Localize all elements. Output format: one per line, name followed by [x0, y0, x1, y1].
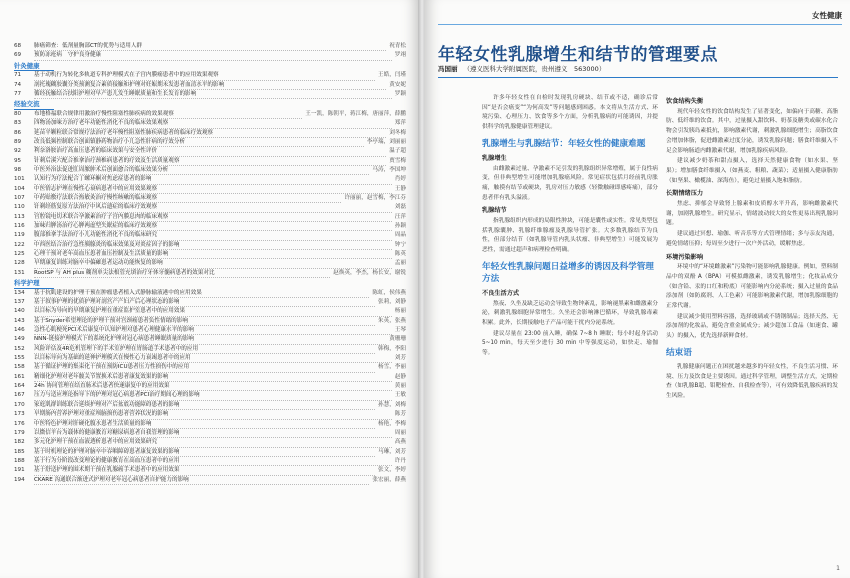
toc-entry-author: 王琴: [394, 327, 406, 334]
toc-entry: [14, 259, 406, 268]
toc-entry-title: 布地格福联合规律用激治疗慢性阻塞性肺疾病的效果观察: [34, 110, 302, 119]
toc-page-number: 143: [14, 317, 25, 324]
toc-entry: [14, 138, 406, 147]
toc-page-number: 176: [14, 420, 25, 427]
toc-entry-title: 急性心肌梗死PCI术后康复中认知护理对患者心理健康水平的影响: [34, 326, 392, 335]
toc-page-number: 155: [14, 355, 25, 362]
toc-entry-title: 中医外治法促进肛周脓肿术后创面愈合的临床效果分析: [34, 166, 369, 175]
toc-entry-author: 孙颖: [394, 223, 406, 230]
paragraph: 由雌激素过量、孕激素不足引发的乳腺组织异常增殖，属于良性病变，但非典型增生可能增加乳腺癌风险。常见症状包括月经前乳房胀痛，触摸有结节或硬块，乳房对压力敏感（轻微触碰即感疼痛），部分患者伴有乳头溢液。: [482, 165, 658, 201]
toc-page-number: 191: [14, 467, 25, 474]
page-number: 1: [836, 565, 840, 572]
toc-page-number: 170: [14, 401, 25, 408]
toc-entry-title: 心理干预对老年高血压患者血压控制及生活质量的影响: [34, 250, 392, 259]
paragraph: 建议减少奶茶和甜点摄入，选择天然健康食物（如水果、坚果）；增加膳食纤维摄入（如燕麦、粗粮、蔬菜）；适量摄入健康脂肪（如坚果、橄榄油、深海鱼），避免过量摄入饱和脂肪。: [666, 158, 838, 184]
toc-entry: [14, 213, 406, 222]
toc-entry-title: CKARE 沟通联合渐进式护理对老年冠心病患者自护能力的影响: [34, 476, 369, 485]
toc-page-number: 167: [14, 392, 25, 399]
toc-entry-author: 王一凯，陈朝平，蒋江梅，唐丽萍，薛鹏: [305, 110, 406, 117]
subheading: 乳腺增生: [482, 154, 507, 162]
toc-page-number: 140: [14, 308, 25, 315]
section-tag: 女性健康: [812, 11, 842, 20]
subheading: 长期情绪压力: [666, 190, 704, 198]
paragraph: 环境中的“环境雌激素”污染物可能影响乳腺健康。例如，塑料制品中的双酚 A（BPA）可模拟雌激素，诱发乳腺增生；化妆品成分（如含铅、汞的口红和粉底）可能影响内分泌系统；摄入过量的食品添加剂（如防腐剂、人工色素）可能影响激素代谢，增加乳腺细胞的正常代谢。: [666, 264, 838, 310]
toc-page-number: 152: [14, 345, 25, 352]
subheading: 饮食结构失衡: [666, 98, 704, 105]
toc-page-number: 83: [14, 120, 22, 127]
toc-entry: [14, 81, 406, 90]
toc-entry-title: 基于时机理论的护理对脑卒中吞咽障碍患者康复效果的影响: [34, 448, 375, 457]
toc-entry-title: 基于叙事护理的优质护理对剖宫产产妇产后心理状态的影响: [34, 298, 375, 307]
toc-page-number: 173: [14, 411, 25, 418]
toc-entry-author: 陈芳: [394, 411, 406, 418]
toc-entry-author: 陈英: [394, 251, 406, 258]
toc-page-number: 182: [14, 439, 25, 446]
toc-entry: [14, 373, 406, 382]
toc-entry: [14, 354, 406, 363]
toc-entry-title: 24h 协同管理在结直肠术后患者快速康复中的应用效果: [34, 382, 392, 391]
toc-page-number: 95: [14, 157, 22, 164]
author-name: 冯国丽: [438, 65, 458, 73]
toc-entry: [14, 42, 406, 51]
toc-entry-author: 朱英，张燕: [378, 317, 406, 324]
toc-entry: [14, 166, 406, 175]
toc-entry-title: 基于舒适护理的围术期干预在乳腺癌手术患者中的应用效果: [34, 466, 375, 475]
toc-entry-author: 刘冬梅: [389, 129, 406, 136]
toc-entry: [14, 110, 406, 119]
toc-entry: [14, 363, 406, 372]
paragraph: 乳腺健康问题正在困扰越来越多的年轻女性，不良生活习惯、环境、压力及饮食是主要诱因。通过科学管理，调整生活方式，定期检查（如乳腺B超、钼靶检查、自我检查等），可有效降低乳腺疾病的发生风险。: [666, 363, 838, 399]
author-affiliation: （遵义医科大学附属医院，贵州遵义 563000）: [463, 65, 606, 73]
toc-entry-author: 孙慧，刘梅: [378, 401, 406, 408]
section-heading: 乳腺增生与乳腺结节：年轻女性的健康难题: [482, 138, 646, 149]
toc-entry-author: 杨丽: [394, 308, 406, 315]
toc-entry-title: 腹部推拿手法治疗小儿功能性消化不良的临床研究: [34, 231, 392, 240]
toc-entry: [14, 457, 406, 466]
toc-entry: [14, 307, 406, 316]
toc-entry-title: 精细化护理对老年髋关节置换术后患者康复效果的影响: [34, 373, 392, 382]
toc-entry-title: 认知行为疗法配合丁螺环酮对焦虑症患者的影响: [34, 175, 392, 184]
toc-page-number: 179: [14, 429, 25, 436]
toc-entry-title: 针刺后溪穴配合推拿治疗颈椎病患者的疗效及生活质量观察: [34, 157, 386, 166]
toc-entry-title: NNN-链接护理模式下的系统化护理对冠心病患者睡眠质量的影响: [34, 335, 386, 344]
toc-entry-author: 王静: [394, 185, 406, 192]
toc-page-number: 161: [14, 373, 25, 380]
toc-page-number: 146: [14, 327, 25, 334]
toc-entry-title: 宫腔镜电切术联合孕激素治疗子宫内膜息肉的临床观察: [34, 213, 392, 222]
toc-entry-author: 祝青松: [389, 43, 406, 49]
toc-entry-author: 刘磊: [394, 204, 406, 211]
toc-page-number: 74: [14, 81, 22, 88]
toc-page-number: 107: [14, 195, 25, 201]
toc-entry-title: 针刺经筋复原方法治疗中风后遗症的临床疗效观察: [34, 203, 392, 212]
paragraph: 建议减少使用塑料容器，选择玻璃或不锈钢制品；选择天然、无添加剂的化妆品，避免含重金属成分；减少超加工食品（如速食、罐头）的摄入，优先选择新鲜食材。: [666, 313, 838, 340]
toc-entry-author: 张文，李婷: [378, 467, 406, 474]
toc-entry-title: 中药贴敷疗法联合热敏灸治疗慢性咳嗽的临床观察: [34, 194, 341, 203]
toc-entry: [14, 203, 406, 212]
toc-entry: [14, 391, 406, 400]
toc-page-number: 69: [14, 52, 22, 59]
toc-entry-title: 基于Snyder希望理论的护理干预对宫颈癌患者负性情绪的影响: [34, 317, 375, 326]
toc-page-number: 77: [14, 90, 22, 97]
toc-entry: [14, 231, 406, 240]
toc-entry-title: 家庭肌群训练联合延续护理对产后盆底功能障碍患者的影响: [34, 401, 375, 410]
toc-section-heading: 科学护理: [14, 279, 54, 289]
toc-page-number: 80: [14, 110, 22, 117]
toc-entry: [14, 438, 406, 447]
toc-entry-title: 预防冻疮病 守护良身健康: [34, 51, 392, 60]
toc-entry-title: 以目标导向为基础的延伸护理模式在慢性心力衰竭患者中的应用: [34, 354, 392, 363]
toc-entry: [14, 175, 406, 184]
toc-entry: [14, 335, 406, 344]
toc-entry-author: 李亭瑞，刘丽丽: [366, 138, 406, 145]
subheading: 环境污染影响: [666, 253, 704, 261]
toc-entry: [14, 51, 406, 60]
paragraph: 建议尽量在 23:00 前入睡，确保 7~8 h 睡眠；每小时起身活动 5~10 min，每天至少进行 30 min 中等强度运动，如快走、瑜伽等。: [482, 330, 658, 357]
toc-entry-title: 延苗平颗粒联合常规疗法治疗老年慢性阻塞性肺疾病患者的临床疗效观察: [34, 129, 386, 138]
byline: [438, 64, 838, 73]
toc-entry-title: 基于动机行为转化多轨道专科护理模式在子宫内膜癌患者中的应用效果观察: [34, 71, 375, 80]
toc-page-number: 101: [14, 176, 25, 183]
toc-entry-author: 张宏丽，薛燕: [372, 476, 406, 483]
toc-entry-title: 基于行为分阶段改变理论的健康教育在高血压患者中的应用: [34, 457, 392, 466]
toc-entry-title: 早期肠内营养护理对重症颅脑损伤患者营养状况的影响: [34, 410, 392, 419]
toc-entry-author: 罗翊: [394, 52, 406, 59]
toc-entry-author: 肖婷: [394, 176, 406, 183]
toc-entry-author: 王敏: [394, 392, 406, 399]
toc-entry-author: 马涛，李国坤: [372, 166, 406, 173]
article-page: [424, 0, 850, 578]
toc-entry-author: 高燕: [394, 439, 406, 446]
toc-page-number: 98: [14, 166, 22, 173]
toc-entry: [14, 241, 406, 250]
toc-entry-title: 基于循证护理的集束化干预在预防ICU患者压力性损伤中的应用: [34, 363, 375, 372]
toc-entry: [14, 326, 406, 335]
toc-entry: [14, 185, 406, 194]
toc-entry: [14, 289, 406, 298]
toc-page-number: 68: [14, 43, 22, 49]
toc-entry-author: 许丽丽，赵雪梅，李江芬: [344, 195, 406, 201]
article-column-2: [666, 94, 838, 403]
toc-entry-author: 郑萍: [394, 120, 406, 127]
toc-entry: [14, 317, 406, 326]
toc-entry: [14, 466, 406, 475]
toc-entry: [14, 448, 406, 457]
subheading: 不良生活方式: [482, 289, 520, 297]
toc-entry-author: 马琳，刘芳: [378, 448, 406, 455]
toc-entry-title: 基于抗肌建设的护理干预在肿瘤患者植入式静脉输液港中的应用效果: [34, 289, 369, 298]
toc-entry-author: 贾雪梅: [389, 157, 406, 164]
toc-entry-title: 加味归脾汤治疗心脾两虚型失眠症的临床疗效观察: [34, 222, 392, 231]
subheading: 乳腺结节: [482, 207, 507, 215]
toc-page-number: 158: [14, 364, 25, 371]
toc-page-number: 134: [14, 289, 25, 296]
header-rule: [438, 24, 842, 25]
toc-entry: [14, 157, 406, 166]
toc-entry-title: RootSP 与 AH plus 糊剂单尖法根管充填治疗牙体牙髓病患者的效果对比: [34, 269, 330, 278]
paragraph: 指乳腺组织内形成的局限性肿块，可能是囊性或实性。常见类型包括乳腺囊肿、乳腺纤维腺瘤及乳腺导管扩张。大多数乳腺结节为良性，但部分结节（如乳腺导管内乳头状瘤、非典型增生）可能发展为恶性，需通过超声和病理检查明确。: [482, 218, 658, 254]
toc-entry-title: 改良低频控制联合创面镇静药物治疗小儿急性肝病的疗效分析: [34, 138, 364, 147]
toc-entry-author: 张莉，刘静: [378, 299, 406, 306]
toc-entry-author: 罗颖: [394, 90, 406, 97]
toc-entry-author: 韩梅，李阳: [378, 345, 406, 352]
toc-entry: [14, 298, 406, 307]
article-title: 年轻女性乳腺增生和结节的管理要点: [438, 45, 718, 65]
paragraph: 现代年轻女性的饮食结构发生了显著变化，如偏向于高糖、高脂肪、低纤维的饮食。其中，过量摄入甜饮料、奶茶及糖类或碳水化合物会引发胰岛素抵抗，影响激素代谢，刺激乳腺细胞增生；高脂饮食会增加体脂，促进雌激素过度分泌，诱发乳腺问题；膳食纤维摄入不足会影响肠道内雌激素代谢，增加乳腺疾病风险。: [666, 108, 838, 154]
toc-entry-title: 早期康复训练对脑卒中偏瘫患者运动功能恢复的影响: [34, 259, 392, 268]
toc-entry-title: 以微信平台为载体的健康教育对糖尿病患者自我管理的影响: [34, 429, 392, 438]
toc-entry-author: 陈虹，侯伟燕: [372, 289, 406, 296]
toc-page-number: 122: [14, 241, 25, 248]
toc-entry: [14, 129, 406, 138]
toc-entry: [14, 222, 406, 231]
toc-entry-author: 汪萍: [394, 213, 406, 220]
toc-entry-title: 肺癌筛查：低剂量胸部CT的优势与适用人群: [34, 42, 386, 51]
toc-entry-title: 中医特色护理对肝硬化腹水患者生活质量的影响: [34, 420, 375, 429]
toc-entry-title: 中西医结合治疗急性胰腺炎的临床效果及对炎症因子的影响: [34, 241, 392, 250]
toc-entry-author: 周晶: [394, 232, 406, 239]
toc-entry: [14, 147, 406, 156]
toc-entry-author: 黄珊珊: [389, 336, 406, 343]
toc-entry: [14, 119, 406, 128]
toc-entry-title: 以目标为导向的早期康复护理在重症监护室患者中的应用效果: [34, 307, 392, 316]
toc-entry-title: 利奈洛胺治疗高血压患者的临床效果与安全性评价: [34, 147, 386, 156]
toc-entry: [14, 476, 406, 485]
toc-entry-title: 多元化护理干预在血液透析患者中的应用效果研究: [34, 438, 392, 447]
toc-page-number: 185: [14, 448, 25, 455]
toc-section-heading: 针灸健康: [14, 62, 54, 72]
toc-entry-author: 杨艳，李梅: [378, 420, 406, 427]
toc-list: [14, 42, 406, 485]
toc-entry: [14, 401, 406, 410]
paragraph: 建议通过冥想、瑜伽、听音乐等方式管理情绪；多与亲友沟通，避免情绪压抑；每周至少进行一次户外活动，缓解焦虑。: [666, 231, 838, 247]
toc-page-number: 92: [14, 148, 22, 155]
toc-entry-author: 赵静: [394, 373, 406, 380]
paragraph: 熬夜、久坐及缺乏运动会导致生物钟紊乱，影响褪黑素和雌激素分泌，刺激乳腺细胞异常增生。久坐还会影响淋巴循环，导致乳腺毒素积累。此外，长期接触电子产品可能干扰内分泌系统。: [482, 300, 658, 326]
toc-page-number: 149: [14, 336, 25, 343]
toc-entry-title: 剖托瑰糊胶囊分类预测复合素质接触和护理对妊娠期未发患者血清水平的影响: [34, 81, 386, 90]
toc-entry-author: 黄安妮: [389, 81, 406, 88]
toc-page-number: 116: [14, 223, 25, 230]
toc-entry: [14, 194, 406, 203]
toc-entry-title: 四物汤加味方治疗老年功能性消化不良的临床效果观察: [34, 119, 392, 128]
byline-rule: [438, 77, 838, 78]
toc-entry: [14, 71, 406, 80]
intro-paragraph: 许多年轻女性在自检时发现乳房硬块、结节或不适，确诊后常因“是否会癌变”“为何高发”等问题感到困惑。本文将从生活方式、环境污染、心理压力、饮食等多个方面，分析乳腺病的可能诱因，并提供科学的乳腺健康管理建议。: [482, 95, 658, 131]
article-column-1: [482, 94, 658, 360]
table-of-contents-page: [0, 0, 420, 578]
toc-page-number: 137: [14, 299, 25, 306]
toc-page-number: 128: [14, 260, 25, 267]
toc-page-number: 71: [14, 72, 22, 79]
toc-page-number: 89: [14, 138, 22, 145]
toc-page-number: 110: [14, 204, 25, 211]
toc-entry-author: 黄丽: [394, 383, 406, 390]
toc-page-number: 86: [14, 129, 22, 136]
toc-entry-author: 杨雪，李丽: [378, 364, 406, 371]
toc-page-number: 113: [14, 213, 25, 220]
toc-page-number: 104: [14, 185, 25, 192]
toc-entry: [14, 345, 406, 354]
section-heading: 年轻女性乳腺问题日益增多的诱因及科学管理方法: [482, 261, 654, 284]
toc-entry: [14, 250, 406, 259]
toc-entry: [14, 429, 406, 438]
toc-entry: [14, 382, 406, 391]
toc-page-number: 164: [14, 383, 25, 390]
toc-page-number: 119: [14, 232, 25, 239]
paragraph: 焦虑、抑郁会导致肾上腺素和皮质醇水平升高，影响雌激素代谢，加剧乳腺增生。研究显示，情绪波动较大的女性更易出现乳腺问题。: [666, 201, 838, 227]
toc-page-number: 194: [14, 476, 25, 483]
toc-entry-title: 风险评估及4R危机管理下的手术室护理在胃肠道手术患者中的应用: [34, 345, 375, 354]
toc-entry: [14, 410, 406, 419]
toc-entry-author: 王皓，闫瑾: [378, 72, 406, 79]
toc-entry-author: 孟丽: [394, 260, 406, 267]
toc-section-heading: 经验交流: [14, 100, 54, 110]
toc-entry-title: 压力与适应理论指导下的护理对冠心病患者PCI治疗期间心理的影响: [34, 391, 392, 400]
section-heading: 结束语: [666, 347, 692, 358]
toc-entry-author: 赵焕英，李杰，杨长安，谢锐: [333, 269, 406, 276]
toc-page-number: 125: [14, 251, 25, 258]
toc-entry: [14, 269, 406, 278]
toc-page-number: 188: [14, 457, 25, 464]
toc-entry-title: 中医情志护理在慢性心衰病患者中的应用效果观察: [34, 185, 392, 194]
toc-page-number: 131: [14, 269, 25, 276]
toc-entry-author: 许丹: [394, 457, 406, 464]
toc-entry: [14, 90, 406, 99]
toc-entry-author: 周丽: [394, 429, 406, 436]
toc-entry-author: 刘芳: [394, 355, 406, 362]
toc-entry-title: 循经抚触结合扶阳护理对早产患儿发生睡眠质量和生长发育的影响: [34, 90, 392, 99]
toc-entry: [14, 420, 406, 429]
toc-entry-author: 温子超: [389, 148, 406, 155]
toc-entry-author: 钟宁: [394, 241, 406, 248]
